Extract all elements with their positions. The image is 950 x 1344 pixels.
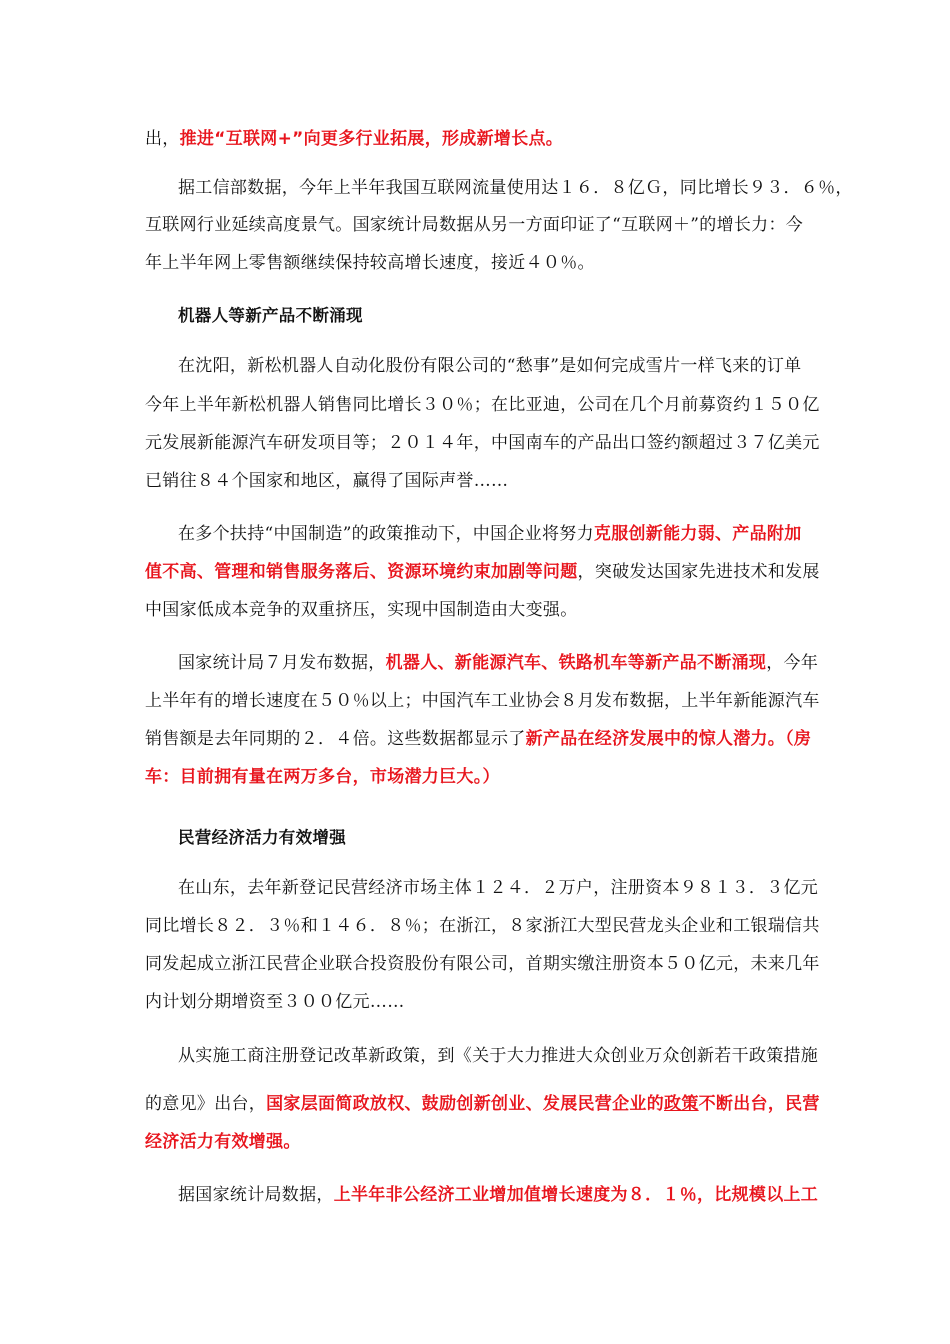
highlight-text: 国家层面简政放权、鼓励创新创业、发展民营企业的 xyxy=(266,1094,665,1114)
paragraph-line: 值不高、管理和销售服务落后、资源环境约束加剧等问题，突破发达国家先进技术和发展 xyxy=(145,562,820,582)
paragraph-line: 元发展新能源汽车研发项目等；２０１４年，中国南车的产品出口签约额超过３７亿美元 xyxy=(145,433,820,453)
highlight-text: 推进“互联网+”向更多行业拓展，形成新增长点。 xyxy=(179,129,564,149)
paragraph-line xyxy=(145,1130,825,1154)
highlight-text: 不断出台，民营 xyxy=(698,1094,820,1114)
highlight-text: 车：目前拥有量在两万多台，市场潜力巨大。） xyxy=(145,767,500,787)
paragraph-line xyxy=(145,765,825,789)
highlight-text: 机器人、新能源汽车、铁路机车等新产品不断涌现 xyxy=(385,653,767,673)
paragraph-line: 在多个扶持“中国制造”的政策推动下，中国企业将努力克服创新能力弱、产品附加 xyxy=(178,524,802,544)
paragraph-line: 互联网行业延续高度景气。国家统计局数据从另一方面印证了“互联网＋”的增长力：今 xyxy=(145,215,804,235)
highlight-text: 克服创新能力弱、产品附加 xyxy=(593,524,802,544)
paragraph-line: 从实施工商注册登记改革新政策，到《关于大力推进大众创业万众创新若干政策措施 xyxy=(178,1046,819,1066)
highlight-text: 政策 xyxy=(664,1094,699,1114)
paragraph-line: 上半年有的增长速度在５０％以上；中国汽车工业协会８月发布数据，上半年新能源汽车 xyxy=(145,691,820,711)
paragraph-line: 据国家统计局数据，上半年非公经济工业增加值增长速度为８．１％，比规模以上工 xyxy=(178,1185,819,1205)
highlight-text: 上半年非公经济工业增加值增长速度为８．１％，比规模以上工 xyxy=(333,1185,819,1205)
paragraph-line: 同发起成立浙江民营企业联合投资股份有限公司，首期实缴注册资本５０亿元，未来几年 xyxy=(145,954,820,974)
paragraph-line: 同比增长８２．３％和１４６．８％；在浙江，８家浙江大型民营龙头企业和工银瑞信共 xyxy=(145,916,820,936)
highlight-text: 值不高、管理和销售服务落后、资源环境约束加剧等问题 xyxy=(145,562,578,582)
highlight-text: 经济活力有效增强。 xyxy=(145,1132,301,1152)
highlight-text: 新产品在经济发展中的惊人潜力。（房 xyxy=(525,729,812,749)
paragraph-line: 国家统计局７月发布数据，机器人、新能源汽车、铁路机车等新产品不断涌现，今年 xyxy=(178,653,819,673)
section-heading: 民营经济活力有效增强 xyxy=(178,828,346,847)
paragraph-line: 据工信部数据，今年上半年我国互联网流量使用达１６．８亿Ｇ，同比增长９３．６％， xyxy=(178,178,853,198)
paragraph-line: 内计划分期增资至３００亿元…… xyxy=(145,992,405,1012)
paragraph-line: 在沈阳，新松机器人自动化股份有限公司的“愁事”是如何完成雪片一样飞来的订单 xyxy=(178,356,802,376)
paragraph-line: 出，推进“互联网+”向更多行业拓展，形成新增长点。 xyxy=(145,129,564,149)
paragraph-line: 年上半年网上零售额继续保持较高增长速度，接近４０％。 xyxy=(145,253,595,273)
section-heading: 机器人等新产品不断涌现 xyxy=(178,306,363,325)
paragraph-line: 已销往８４个国家和地区，赢得了国际声誉…… xyxy=(145,471,509,491)
paragraph-line: 在山东，去年新登记民营经济市场主体１２４．２万户，注册资本９８１３．３亿元 xyxy=(178,878,819,898)
paragraph-line: 销售额是去年同期的２．４倍。这些数据都显示了新产品在经济发展中的惊人潜力。（房 xyxy=(145,729,812,749)
paragraph-line: 的意见》出台，国家层面简政放权、鼓励创新创业、发展民营企业的政策不断出台，民营 xyxy=(145,1094,820,1114)
paragraph-line: 中国家低成本竞争的双重挤压，实现中国制造由大变强。 xyxy=(145,600,578,620)
paragraph-line: 今年上半年新松机器人销售同比增长３０％；在比亚迪，公司在几个月前募资约１５０亿 xyxy=(145,395,820,415)
